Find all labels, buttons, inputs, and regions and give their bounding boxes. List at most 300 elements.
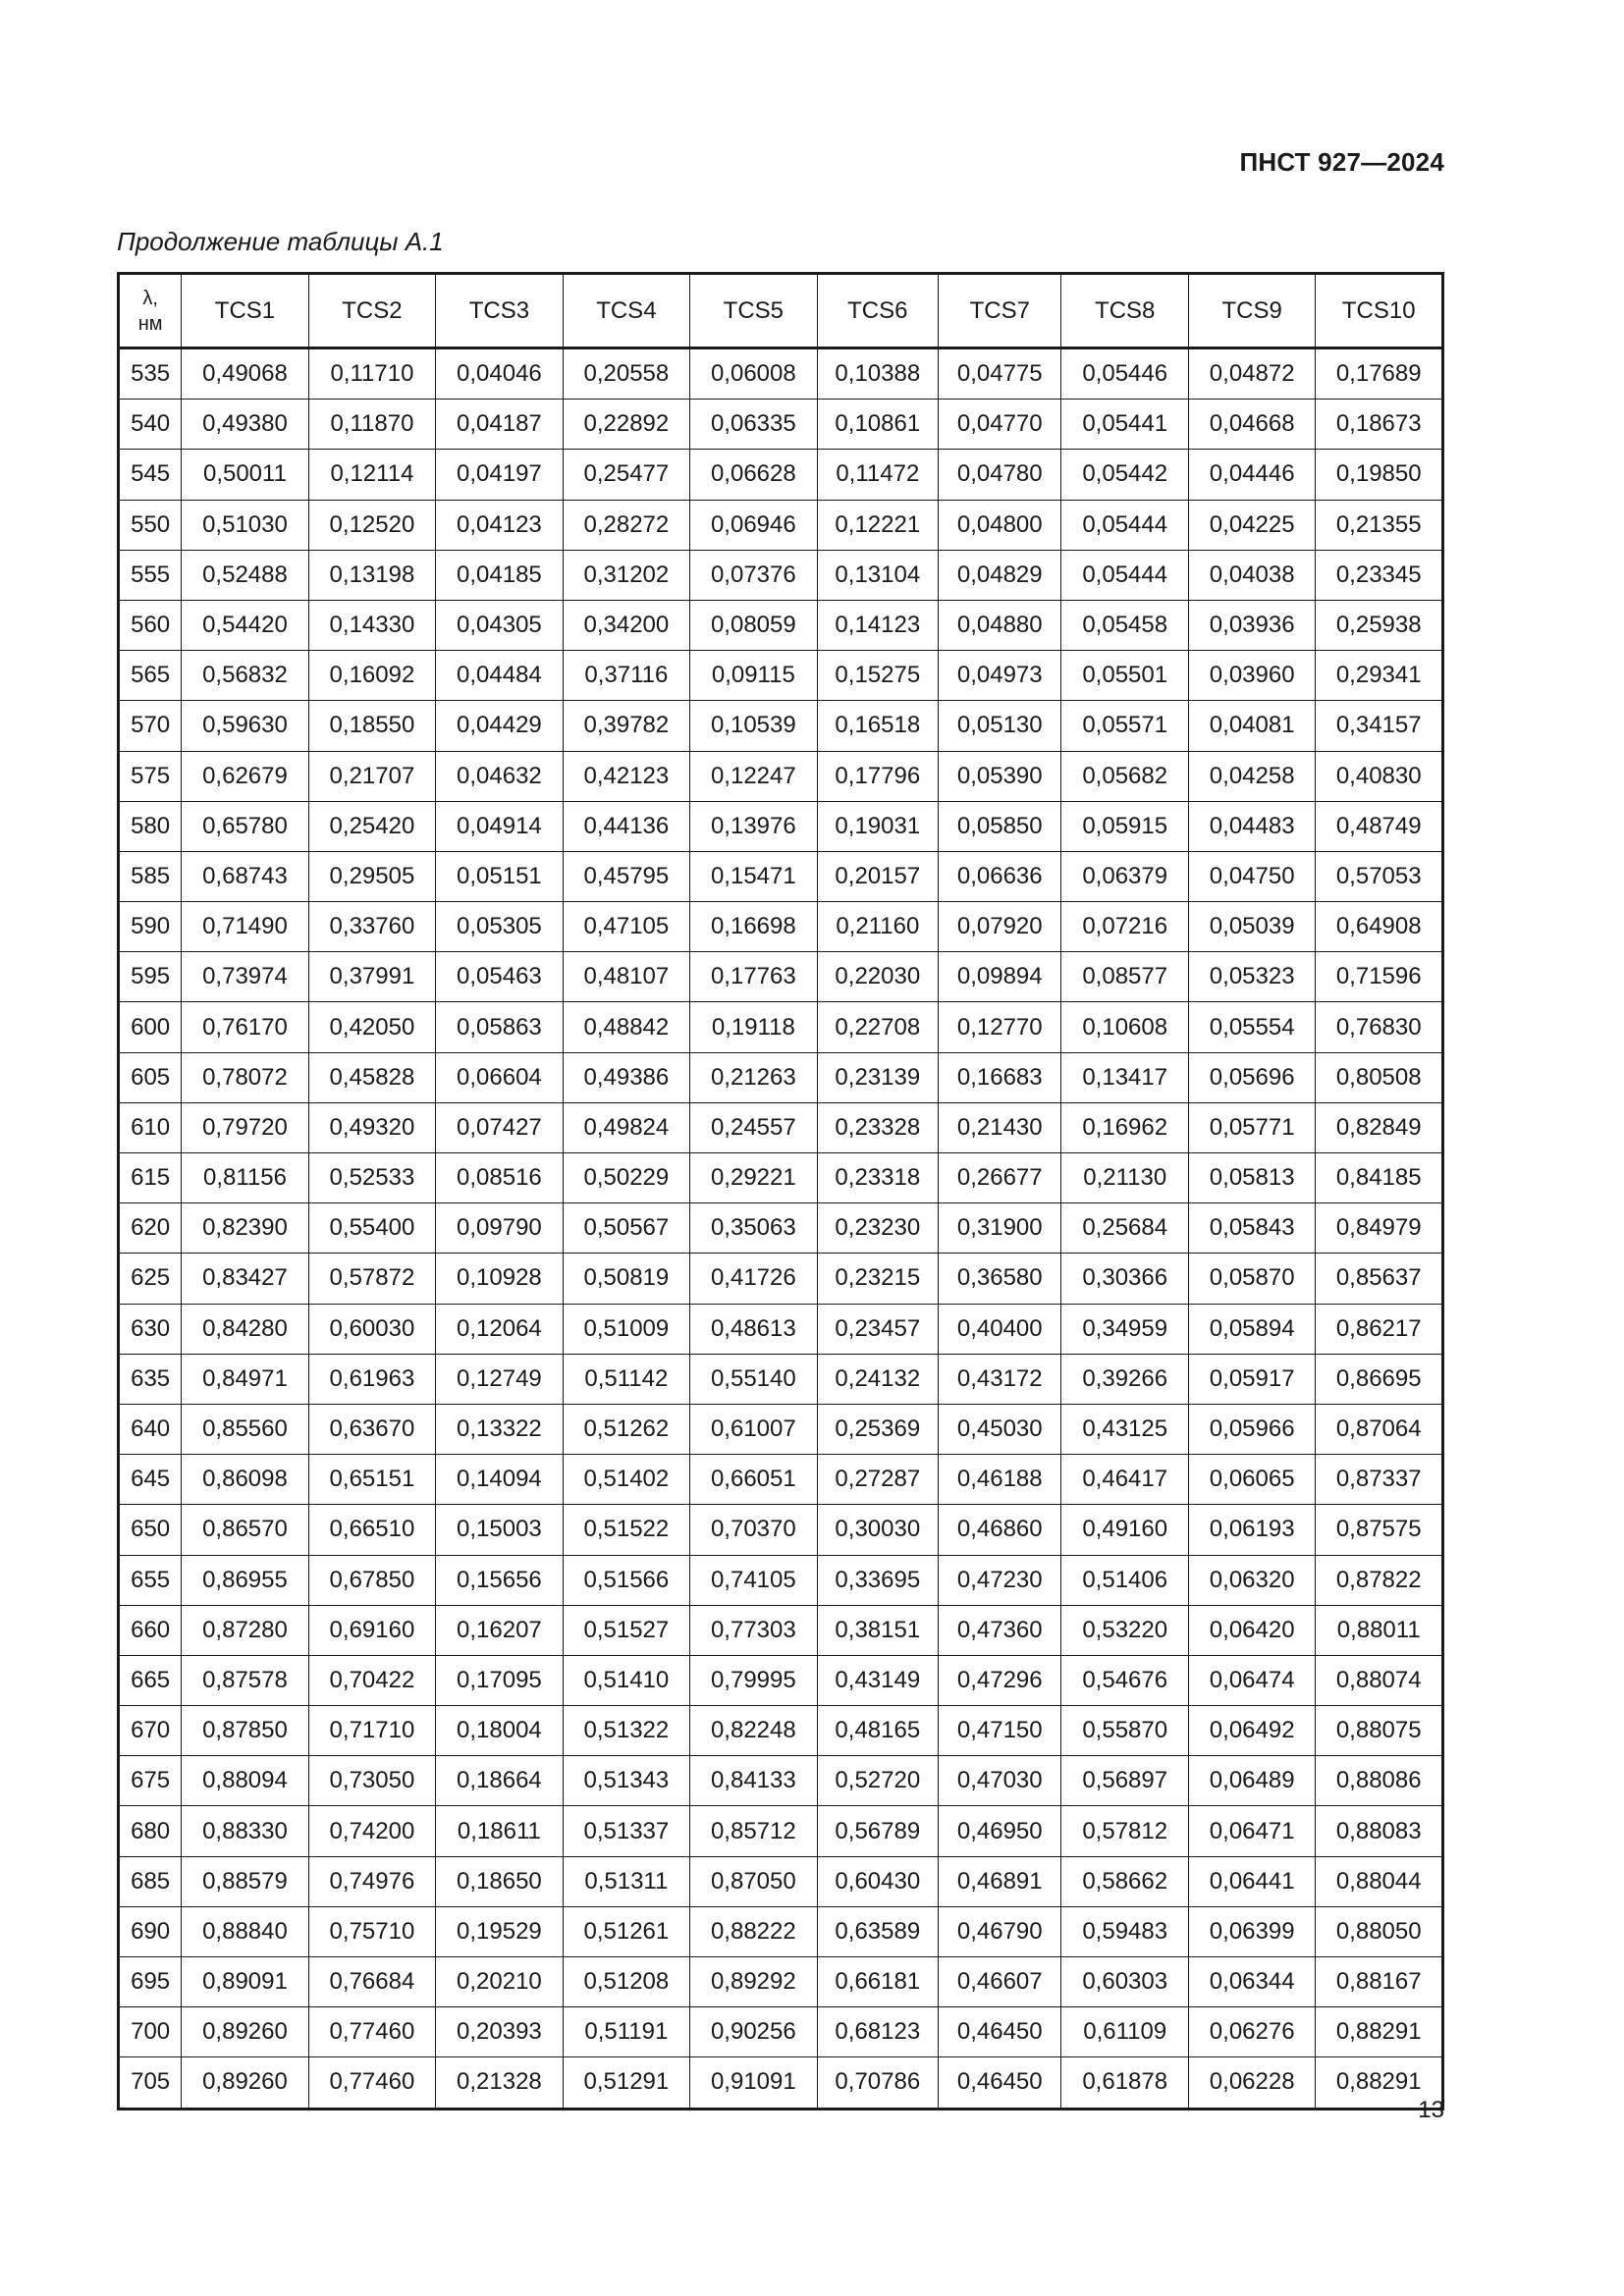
- value-cell: 0,46450: [939, 2057, 1061, 2109]
- value-cell: 0,47360: [939, 1605, 1061, 1655]
- table-row: [119, 902, 1443, 952]
- column-header-lambda: [119, 274, 182, 348]
- value-cell: 0,42123: [563, 751, 689, 801]
- value-cell: 0,21430: [939, 1102, 1061, 1152]
- value-cell: 0,08059: [690, 600, 817, 650]
- value-cell: 0,51337: [563, 1806, 689, 1856]
- value-cell: 0,04081: [1188, 701, 1315, 751]
- value-cell: 0,51410: [563, 1655, 689, 1705]
- value-cell: 0,74105: [690, 1555, 817, 1605]
- value-cell: 0,86570: [182, 1505, 308, 1555]
- value-cell: 0,65780: [182, 801, 308, 851]
- value-cell: 0,57053: [1316, 851, 1443, 901]
- table-row: [119, 1605, 1443, 1655]
- value-cell: 0,82849: [1316, 1102, 1443, 1152]
- value-cell: 0,04770: [939, 400, 1061, 450]
- value-cell: 0,11472: [817, 450, 938, 500]
- value-cell: 0,30030: [817, 1505, 938, 1555]
- value-cell: 0,12247: [690, 751, 817, 801]
- value-cell: 0,49320: [308, 1102, 435, 1152]
- value-cell: 0,48749: [1316, 801, 1443, 851]
- value-cell: 0,84979: [1316, 1203, 1443, 1254]
- value-cell: 0,54676: [1061, 1655, 1188, 1705]
- value-cell: 0,24132: [817, 1354, 938, 1404]
- table-row: [119, 348, 1443, 400]
- value-cell: 0,85560: [182, 1404, 308, 1454]
- value-cell: 0,23139: [817, 1052, 938, 1102]
- value-cell: 0,30366: [1061, 1254, 1188, 1304]
- value-cell: 0,13417: [1061, 1052, 1188, 1102]
- value-cell: 0,21263: [690, 1052, 817, 1102]
- value-cell: 0,71490: [182, 902, 308, 952]
- table-caption: Продолжение таблицы А.1: [117, 227, 444, 256]
- value-cell: 0,37991: [308, 952, 435, 1002]
- value-cell: 0,46891: [939, 1856, 1061, 1906]
- column-header: TCS2: [308, 274, 435, 348]
- value-cell: 0,19529: [436, 1906, 563, 1956]
- value-cell: 0,05501: [1061, 651, 1188, 701]
- value-cell: 0,51009: [563, 1304, 689, 1354]
- value-cell: 0,45828: [308, 1052, 435, 1102]
- value-cell: 0,05323: [1188, 952, 1315, 1002]
- value-cell: 0,47150: [939, 1706, 1061, 1756]
- wavelength-cell: 610: [119, 1102, 182, 1152]
- value-cell: 0,66051: [690, 1455, 817, 1505]
- wavelength-cell: 545: [119, 450, 182, 500]
- value-cell: 0,88044: [1316, 1856, 1443, 1906]
- value-cell: 0,57812: [1061, 1806, 1188, 1856]
- wavelength-cell: 590: [119, 902, 182, 952]
- value-cell: 0,06228: [1188, 2057, 1315, 2109]
- value-cell: 0,16683: [939, 1052, 1061, 1102]
- value-cell: 0,23457: [817, 1304, 938, 1354]
- value-cell: 0,87337: [1316, 1455, 1443, 1505]
- value-cell: 0,35063: [690, 1203, 817, 1254]
- value-cell: 0,46417: [1061, 1455, 1188, 1505]
- value-cell: 0,51262: [563, 1404, 689, 1454]
- value-cell: 0,90256: [690, 2007, 817, 2057]
- value-cell: 0,77460: [308, 2007, 435, 2057]
- table-row: [119, 1505, 1443, 1555]
- value-cell: 0,66181: [817, 1957, 938, 2007]
- value-cell: 0,61963: [308, 1354, 435, 1404]
- value-cell: 0,06628: [690, 450, 817, 500]
- value-cell: 0,86955: [182, 1555, 308, 1605]
- value-cell: 0,04187: [436, 400, 563, 450]
- value-cell: 0,04668: [1188, 400, 1315, 450]
- value-cell: 0,86217: [1316, 1304, 1443, 1354]
- value-cell: 0,05305: [436, 902, 563, 952]
- value-cell: 0,06379: [1061, 851, 1188, 901]
- value-cell: 0,12749: [436, 1354, 563, 1404]
- value-cell: 0,63589: [817, 1906, 938, 1956]
- value-cell: 0,88840: [182, 1906, 308, 1956]
- column-header: TCS10: [1316, 274, 1443, 348]
- table-row: [119, 1354, 1443, 1404]
- value-cell: 0,06276: [1188, 2007, 1315, 2057]
- value-cell: 0,88222: [690, 1906, 817, 1956]
- value-cell: 0,47105: [563, 902, 689, 952]
- value-cell: 0,54420: [182, 600, 308, 650]
- value-cell: 0,81156: [182, 1153, 308, 1203]
- value-cell: 0,88579: [182, 1856, 308, 1906]
- value-cell: 0,84971: [182, 1354, 308, 1404]
- value-cell: 0,24557: [690, 1102, 817, 1152]
- value-cell: 0,34157: [1316, 701, 1443, 751]
- value-cell: 0,50229: [563, 1153, 689, 1203]
- value-cell: 0,83427: [182, 1254, 308, 1304]
- table-body: [119, 348, 1443, 2109]
- value-cell: 0,06946: [690, 500, 817, 550]
- value-cell: 0,71710: [308, 1706, 435, 1756]
- value-cell: 0,60303: [1061, 1957, 1188, 2007]
- value-cell: 0,46860: [939, 1505, 1061, 1555]
- value-cell: 0,04872: [1188, 348, 1315, 400]
- value-cell: 0,07920: [939, 902, 1061, 952]
- value-cell: 0,47296: [939, 1655, 1061, 1705]
- value-cell: 0,16518: [817, 701, 938, 751]
- wavelength-cell: 685: [119, 1856, 182, 1906]
- value-cell: 0,21355: [1316, 500, 1443, 550]
- value-cell: 0,46450: [939, 2007, 1061, 2057]
- value-cell: 0,52533: [308, 1153, 435, 1203]
- value-cell: 0,21160: [817, 902, 938, 952]
- value-cell: 0,69160: [308, 1605, 435, 1655]
- value-cell: 0,49068: [182, 348, 308, 400]
- value-cell: 0,65151: [308, 1455, 435, 1505]
- value-cell: 0,04429: [436, 701, 563, 751]
- value-cell: 0,55870: [1061, 1706, 1188, 1756]
- table-row: [119, 2057, 1443, 2109]
- wavelength-cell: 680: [119, 1806, 182, 1856]
- value-cell: 0,56897: [1061, 1756, 1188, 1806]
- value-cell: 0,22892: [563, 400, 689, 450]
- value-cell: 0,39266: [1061, 1354, 1188, 1404]
- value-cell: 0,05444: [1061, 550, 1188, 600]
- wavelength-cell: 550: [119, 500, 182, 550]
- value-cell: 0,48842: [563, 1002, 689, 1052]
- value-cell: 0,43149: [817, 1655, 938, 1705]
- value-cell: 0,05813: [1188, 1153, 1315, 1203]
- value-cell: 0,13976: [690, 801, 817, 851]
- value-cell: 0,06441: [1188, 1856, 1315, 1906]
- table-row: [119, 1455, 1443, 1505]
- value-cell: 0,76830: [1316, 1002, 1443, 1052]
- value-cell: 0,17763: [690, 952, 817, 1002]
- value-cell: 0,82248: [690, 1706, 817, 1756]
- value-cell: 0,51566: [563, 1555, 689, 1605]
- value-cell: 0,18673: [1316, 400, 1443, 450]
- value-cell: 0,18611: [436, 1806, 563, 1856]
- value-cell: 0,25938: [1316, 600, 1443, 650]
- table-header-row: [119, 274, 1443, 348]
- value-cell: 0,88291: [1316, 2057, 1443, 2109]
- value-cell: 0,50819: [563, 1254, 689, 1304]
- value-cell: 0,17689: [1316, 348, 1443, 400]
- value-cell: 0,05894: [1188, 1304, 1315, 1354]
- wavelength-cell: 670: [119, 1706, 182, 1756]
- column-header: TCS8: [1061, 274, 1188, 348]
- value-cell: 0,04225: [1188, 500, 1315, 550]
- value-cell: 0,79720: [182, 1102, 308, 1152]
- table-row: [119, 751, 1443, 801]
- value-cell: 0,05130: [939, 701, 1061, 751]
- value-cell: 0,11710: [308, 348, 435, 400]
- value-cell: 0,51402: [563, 1455, 689, 1505]
- value-cell: 0,04483: [1188, 801, 1315, 851]
- value-cell: 0,51406: [1061, 1555, 1188, 1605]
- value-cell: 0,82390: [182, 1203, 308, 1254]
- table-row: [119, 450, 1443, 500]
- value-cell: 0,73974: [182, 952, 308, 1002]
- column-header: TCS3: [436, 274, 563, 348]
- value-cell: 0,31202: [563, 550, 689, 600]
- value-cell: 0,12520: [308, 500, 435, 550]
- value-cell: 0,87280: [182, 1605, 308, 1655]
- wavelength-cell: 645: [119, 1455, 182, 1505]
- value-cell: 0,34959: [1061, 1304, 1188, 1354]
- value-cell: 0,04484: [436, 651, 563, 701]
- value-cell: 0,60430: [817, 1856, 938, 1906]
- value-cell: 0,06399: [1188, 1906, 1315, 1956]
- value-cell: 0,12770: [939, 1002, 1061, 1052]
- value-cell: 0,89292: [690, 1957, 817, 2007]
- table-row: [119, 1555, 1443, 1605]
- value-cell: 0,42050: [308, 1002, 435, 1052]
- value-cell: 0,61878: [1061, 2057, 1188, 2109]
- value-cell: 0,47030: [939, 1756, 1061, 1806]
- value-cell: 0,06344: [1188, 1957, 1315, 2007]
- lambda-unit: нм: [137, 312, 163, 335]
- value-cell: 0,18650: [436, 1856, 563, 1906]
- value-cell: 0,59483: [1061, 1906, 1188, 1956]
- value-cell: 0,64908: [1316, 902, 1443, 952]
- value-cell: 0,07376: [690, 550, 817, 600]
- value-cell: 0,68743: [182, 851, 308, 901]
- value-cell: 0,88074: [1316, 1655, 1443, 1705]
- table-row: [119, 1404, 1443, 1454]
- value-cell: 0,33695: [817, 1555, 938, 1605]
- value-cell: 0,10608: [1061, 1002, 1188, 1052]
- value-cell: 0,67850: [308, 1555, 435, 1605]
- value-cell: 0,07427: [436, 1102, 563, 1152]
- value-cell: 0,18004: [436, 1706, 563, 1756]
- value-cell: 0,51261: [563, 1906, 689, 1956]
- value-cell: 0,88075: [1316, 1706, 1443, 1756]
- value-cell: 0,11870: [308, 400, 435, 450]
- value-cell: 0,23215: [817, 1254, 938, 1304]
- value-cell: 0,15003: [436, 1505, 563, 1555]
- value-cell: 0,87850: [182, 1706, 308, 1756]
- value-cell: 0,04046: [436, 348, 563, 400]
- value-cell: 0,57872: [308, 1254, 435, 1304]
- value-cell: 0,05442: [1061, 450, 1188, 500]
- value-cell: 0,10388: [817, 348, 938, 400]
- value-cell: 0,79995: [690, 1655, 817, 1705]
- value-cell: 0,68123: [817, 2007, 938, 2057]
- value-cell: 0,74976: [308, 1856, 435, 1906]
- value-cell: 0,06008: [690, 348, 817, 400]
- value-cell: 0,88167: [1316, 1957, 1443, 2007]
- value-cell: 0,17796: [817, 751, 938, 801]
- value-cell: 0,09115: [690, 651, 817, 701]
- value-cell: 0,04800: [939, 500, 1061, 550]
- value-cell: 0,03960: [1188, 651, 1315, 701]
- value-cell: 0,04914: [436, 801, 563, 851]
- value-cell: 0,75710: [308, 1906, 435, 1956]
- value-cell: 0,06604: [436, 1052, 563, 1102]
- value-cell: 0,19031: [817, 801, 938, 851]
- value-cell: 0,13198: [308, 550, 435, 600]
- value-cell: 0,49160: [1061, 1505, 1188, 1555]
- value-cell: 0,09790: [436, 1203, 563, 1254]
- value-cell: 0,53220: [1061, 1605, 1188, 1655]
- value-cell: 0,16698: [690, 902, 817, 952]
- value-cell: 0,05444: [1061, 500, 1188, 550]
- table-row: [119, 1856, 1443, 1906]
- value-cell: 0,51030: [182, 500, 308, 550]
- value-cell: 0,14094: [436, 1455, 563, 1505]
- value-cell: 0,40400: [939, 1304, 1061, 1354]
- wavelength-cell: 665: [119, 1655, 182, 1705]
- value-cell: 0,61007: [690, 1404, 817, 1454]
- value-cell: 0,73050: [308, 1756, 435, 1806]
- wavelength-cell: 650: [119, 1505, 182, 1555]
- wavelength-cell: 540: [119, 400, 182, 450]
- wavelength-cell: 695: [119, 1957, 182, 2007]
- value-cell: 0,26677: [939, 1153, 1061, 1203]
- wavelength-cell: 615: [119, 1153, 182, 1203]
- value-cell: 0,14330: [308, 600, 435, 650]
- wavelength-cell: 560: [119, 600, 182, 650]
- value-cell: 0,06636: [939, 851, 1061, 901]
- table-row: [119, 1304, 1443, 1354]
- wavelength-cell: 630: [119, 1304, 182, 1354]
- value-cell: 0,04750: [1188, 851, 1315, 901]
- column-header: TCS1: [182, 274, 308, 348]
- value-cell: 0,78072: [182, 1052, 308, 1102]
- value-cell: 0,04305: [436, 600, 563, 650]
- value-cell: 0,87578: [182, 1655, 308, 1705]
- wavelength-cell: 565: [119, 651, 182, 701]
- value-cell: 0,88050: [1316, 1906, 1443, 1956]
- value-cell: 0,55140: [690, 1354, 817, 1404]
- value-cell: 0,06420: [1188, 1605, 1315, 1655]
- value-cell: 0,05917: [1188, 1354, 1315, 1404]
- value-cell: 0,51208: [563, 1957, 689, 2007]
- table-row: [119, 1957, 1443, 2007]
- value-cell: 0,25420: [308, 801, 435, 851]
- column-header: TCS4: [563, 274, 689, 348]
- value-cell: 0,91091: [690, 2057, 817, 2109]
- wavelength-cell: 625: [119, 1254, 182, 1304]
- table-row: [119, 1002, 1443, 1052]
- value-cell: 0,31900: [939, 1203, 1061, 1254]
- value-cell: 0,15275: [817, 651, 938, 701]
- value-cell: 0,50011: [182, 450, 308, 500]
- value-cell: 0,05390: [939, 751, 1061, 801]
- value-cell: 0,58662: [1061, 1856, 1188, 1906]
- value-cell: 0,62679: [182, 751, 308, 801]
- value-cell: 0,10928: [436, 1254, 563, 1304]
- value-cell: 0,05915: [1061, 801, 1188, 851]
- table-row: [119, 651, 1443, 701]
- wavelength-cell: 655: [119, 1555, 182, 1605]
- wavelength-cell: 580: [119, 801, 182, 851]
- value-cell: 0,51291: [563, 2057, 689, 2109]
- value-cell: 0,04446: [1188, 450, 1315, 500]
- value-cell: 0,56789: [817, 1806, 938, 1856]
- wavelength-cell: 620: [119, 1203, 182, 1254]
- value-cell: 0,05771: [1188, 1102, 1315, 1152]
- value-cell: 0,17095: [436, 1655, 563, 1705]
- value-cell: 0,60030: [308, 1304, 435, 1354]
- value-cell: 0,15471: [690, 851, 817, 901]
- value-cell: 0,27287: [817, 1455, 938, 1505]
- value-cell: 0,88083: [1316, 1806, 1443, 1856]
- value-cell: 0,21707: [308, 751, 435, 801]
- value-cell: 0,04185: [436, 550, 563, 600]
- value-cell: 0,05870: [1188, 1254, 1315, 1304]
- value-cell: 0,05446: [1061, 348, 1188, 400]
- value-cell: 0,05463: [436, 952, 563, 1002]
- value-cell: 0,56832: [182, 651, 308, 701]
- value-cell: 0,23318: [817, 1153, 938, 1203]
- table-row: [119, 550, 1443, 600]
- value-cell: 0,16207: [436, 1605, 563, 1655]
- value-cell: 0,38151: [817, 1605, 938, 1655]
- value-cell: 0,06492: [1188, 1706, 1315, 1756]
- wavelength-cell: 535: [119, 348, 182, 400]
- table-row: [119, 1203, 1443, 1254]
- wavelength-cell: 605: [119, 1052, 182, 1102]
- value-cell: 0,87822: [1316, 1555, 1443, 1605]
- value-cell: 0,36580: [939, 1254, 1061, 1304]
- table-row: [119, 1756, 1443, 1806]
- value-cell: 0,25684: [1061, 1203, 1188, 1254]
- table-row: [119, 1906, 1443, 1956]
- value-cell: 0,66510: [308, 1505, 435, 1555]
- value-cell: 0,63670: [308, 1404, 435, 1454]
- value-cell: 0,04880: [939, 600, 1061, 650]
- value-cell: 0,15656: [436, 1555, 563, 1605]
- value-cell: 0,16962: [1061, 1102, 1188, 1152]
- value-cell: 0,70786: [817, 2057, 938, 2109]
- value-cell: 0,21130: [1061, 1153, 1188, 1203]
- value-cell: 0,04038: [1188, 550, 1315, 600]
- value-cell: 0,08516: [436, 1153, 563, 1203]
- wavelength-cell: 635: [119, 1354, 182, 1404]
- value-cell: 0,05554: [1188, 1002, 1315, 1052]
- value-cell: 0,51191: [563, 2007, 689, 2057]
- value-cell: 0,20157: [817, 851, 938, 901]
- value-cell: 0,05966: [1188, 1404, 1315, 1454]
- table-row: [119, 701, 1443, 751]
- table-row: [119, 1254, 1443, 1304]
- value-cell: 0,18664: [436, 1756, 563, 1806]
- value-cell: 0,89260: [182, 2057, 308, 2109]
- value-cell: 0,59630: [182, 701, 308, 751]
- value-cell: 0,51322: [563, 1706, 689, 1756]
- wavelength-cell: 600: [119, 1002, 182, 1052]
- table-row: [119, 952, 1443, 1002]
- column-header: TCS6: [817, 274, 938, 348]
- value-cell: 0,06474: [1188, 1655, 1315, 1705]
- value-cell: 0,77460: [308, 2057, 435, 2109]
- value-cell: 0,88086: [1316, 1756, 1443, 1806]
- wavelength-cell: 575: [119, 751, 182, 801]
- value-cell: 0,29341: [1316, 651, 1443, 701]
